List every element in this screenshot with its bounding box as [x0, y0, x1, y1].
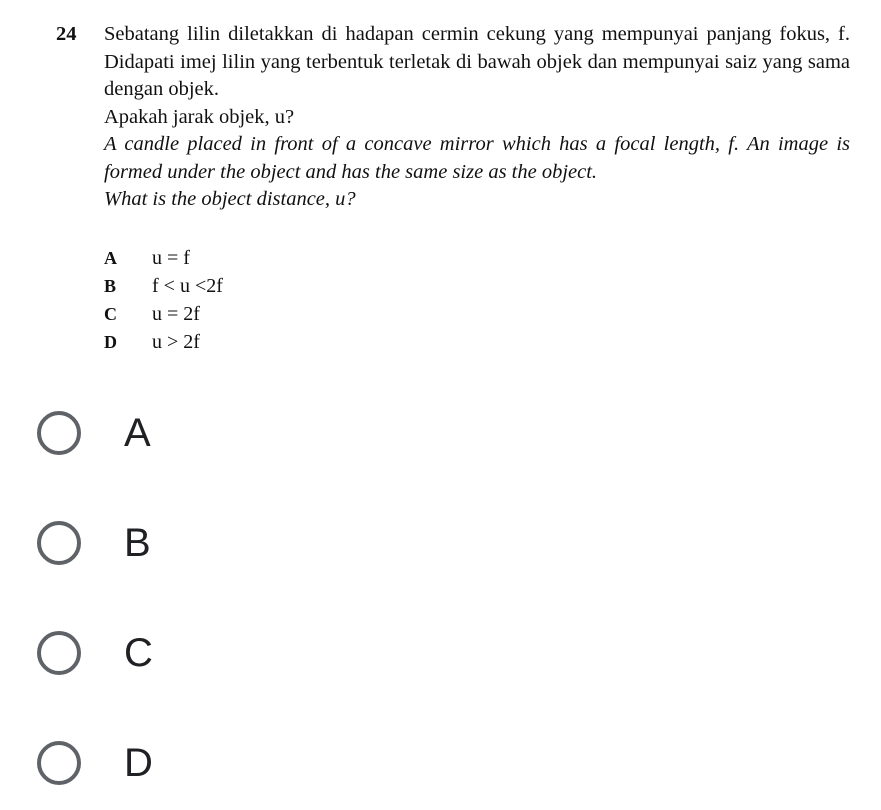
- choice-letter: D: [104, 332, 117, 352]
- choice-letter: C: [104, 304, 117, 324]
- choice-text: u > 2f: [152, 331, 200, 353]
- question-text-english: A candle placed in front of a concave mirror which has a focal length, f. An image is formed under the object and has the same size as the object.: [104, 133, 850, 183]
- choice-b: [104, 272, 504, 300]
- answer-option-label[interactable]: C: [124, 631, 153, 675]
- choice-letter: A: [104, 248, 117, 268]
- radio-button-icon[interactable]: [37, 741, 81, 785]
- choice-c: [104, 300, 504, 328]
- question-number: 24: [56, 23, 77, 45]
- radio-button-icon[interactable]: [37, 521, 81, 565]
- radio-button-icon[interactable]: [37, 411, 81, 455]
- answer-option-label[interactable]: A: [124, 411, 151, 455]
- question-image: [0, 0, 881, 370]
- choice-d: [104, 328, 504, 356]
- choice-text: f < u <2f: [152, 275, 223, 297]
- radio-button-icon[interactable]: [37, 631, 81, 675]
- choice-letter: B: [104, 276, 117, 296]
- answer-option-d[interactable]: [0, 710, 881, 810]
- answer-option-b[interactable]: [0, 490, 881, 590]
- question-prompt-malay: Apakah jarak objek, u?: [104, 105, 295, 128]
- choice-text: u = 2f: [152, 303, 200, 325]
- answer-option-c[interactable]: [0, 600, 881, 700]
- question-text-malay: Sebatang lilin diletakkan di hadapan cermin cekung yang mempunyai panjang fokus, f. Didapati imej lilin yang terbentuk terletak di bawah objek dan mempunyai saiz yang sama dengan objek.: [104, 23, 850, 100]
- choice-text: u = f: [152, 247, 190, 269]
- answer-option-a[interactable]: [0, 380, 881, 480]
- question-body: [104, 21, 850, 214]
- answer-option-label[interactable]: B: [124, 521, 151, 565]
- question-prompt-english: What is the object distance, u?: [104, 188, 356, 210]
- answer-option-label[interactable]: D: [124, 741, 153, 785]
- choice-a: [104, 244, 504, 272]
- choice-list: [104, 244, 504, 356]
